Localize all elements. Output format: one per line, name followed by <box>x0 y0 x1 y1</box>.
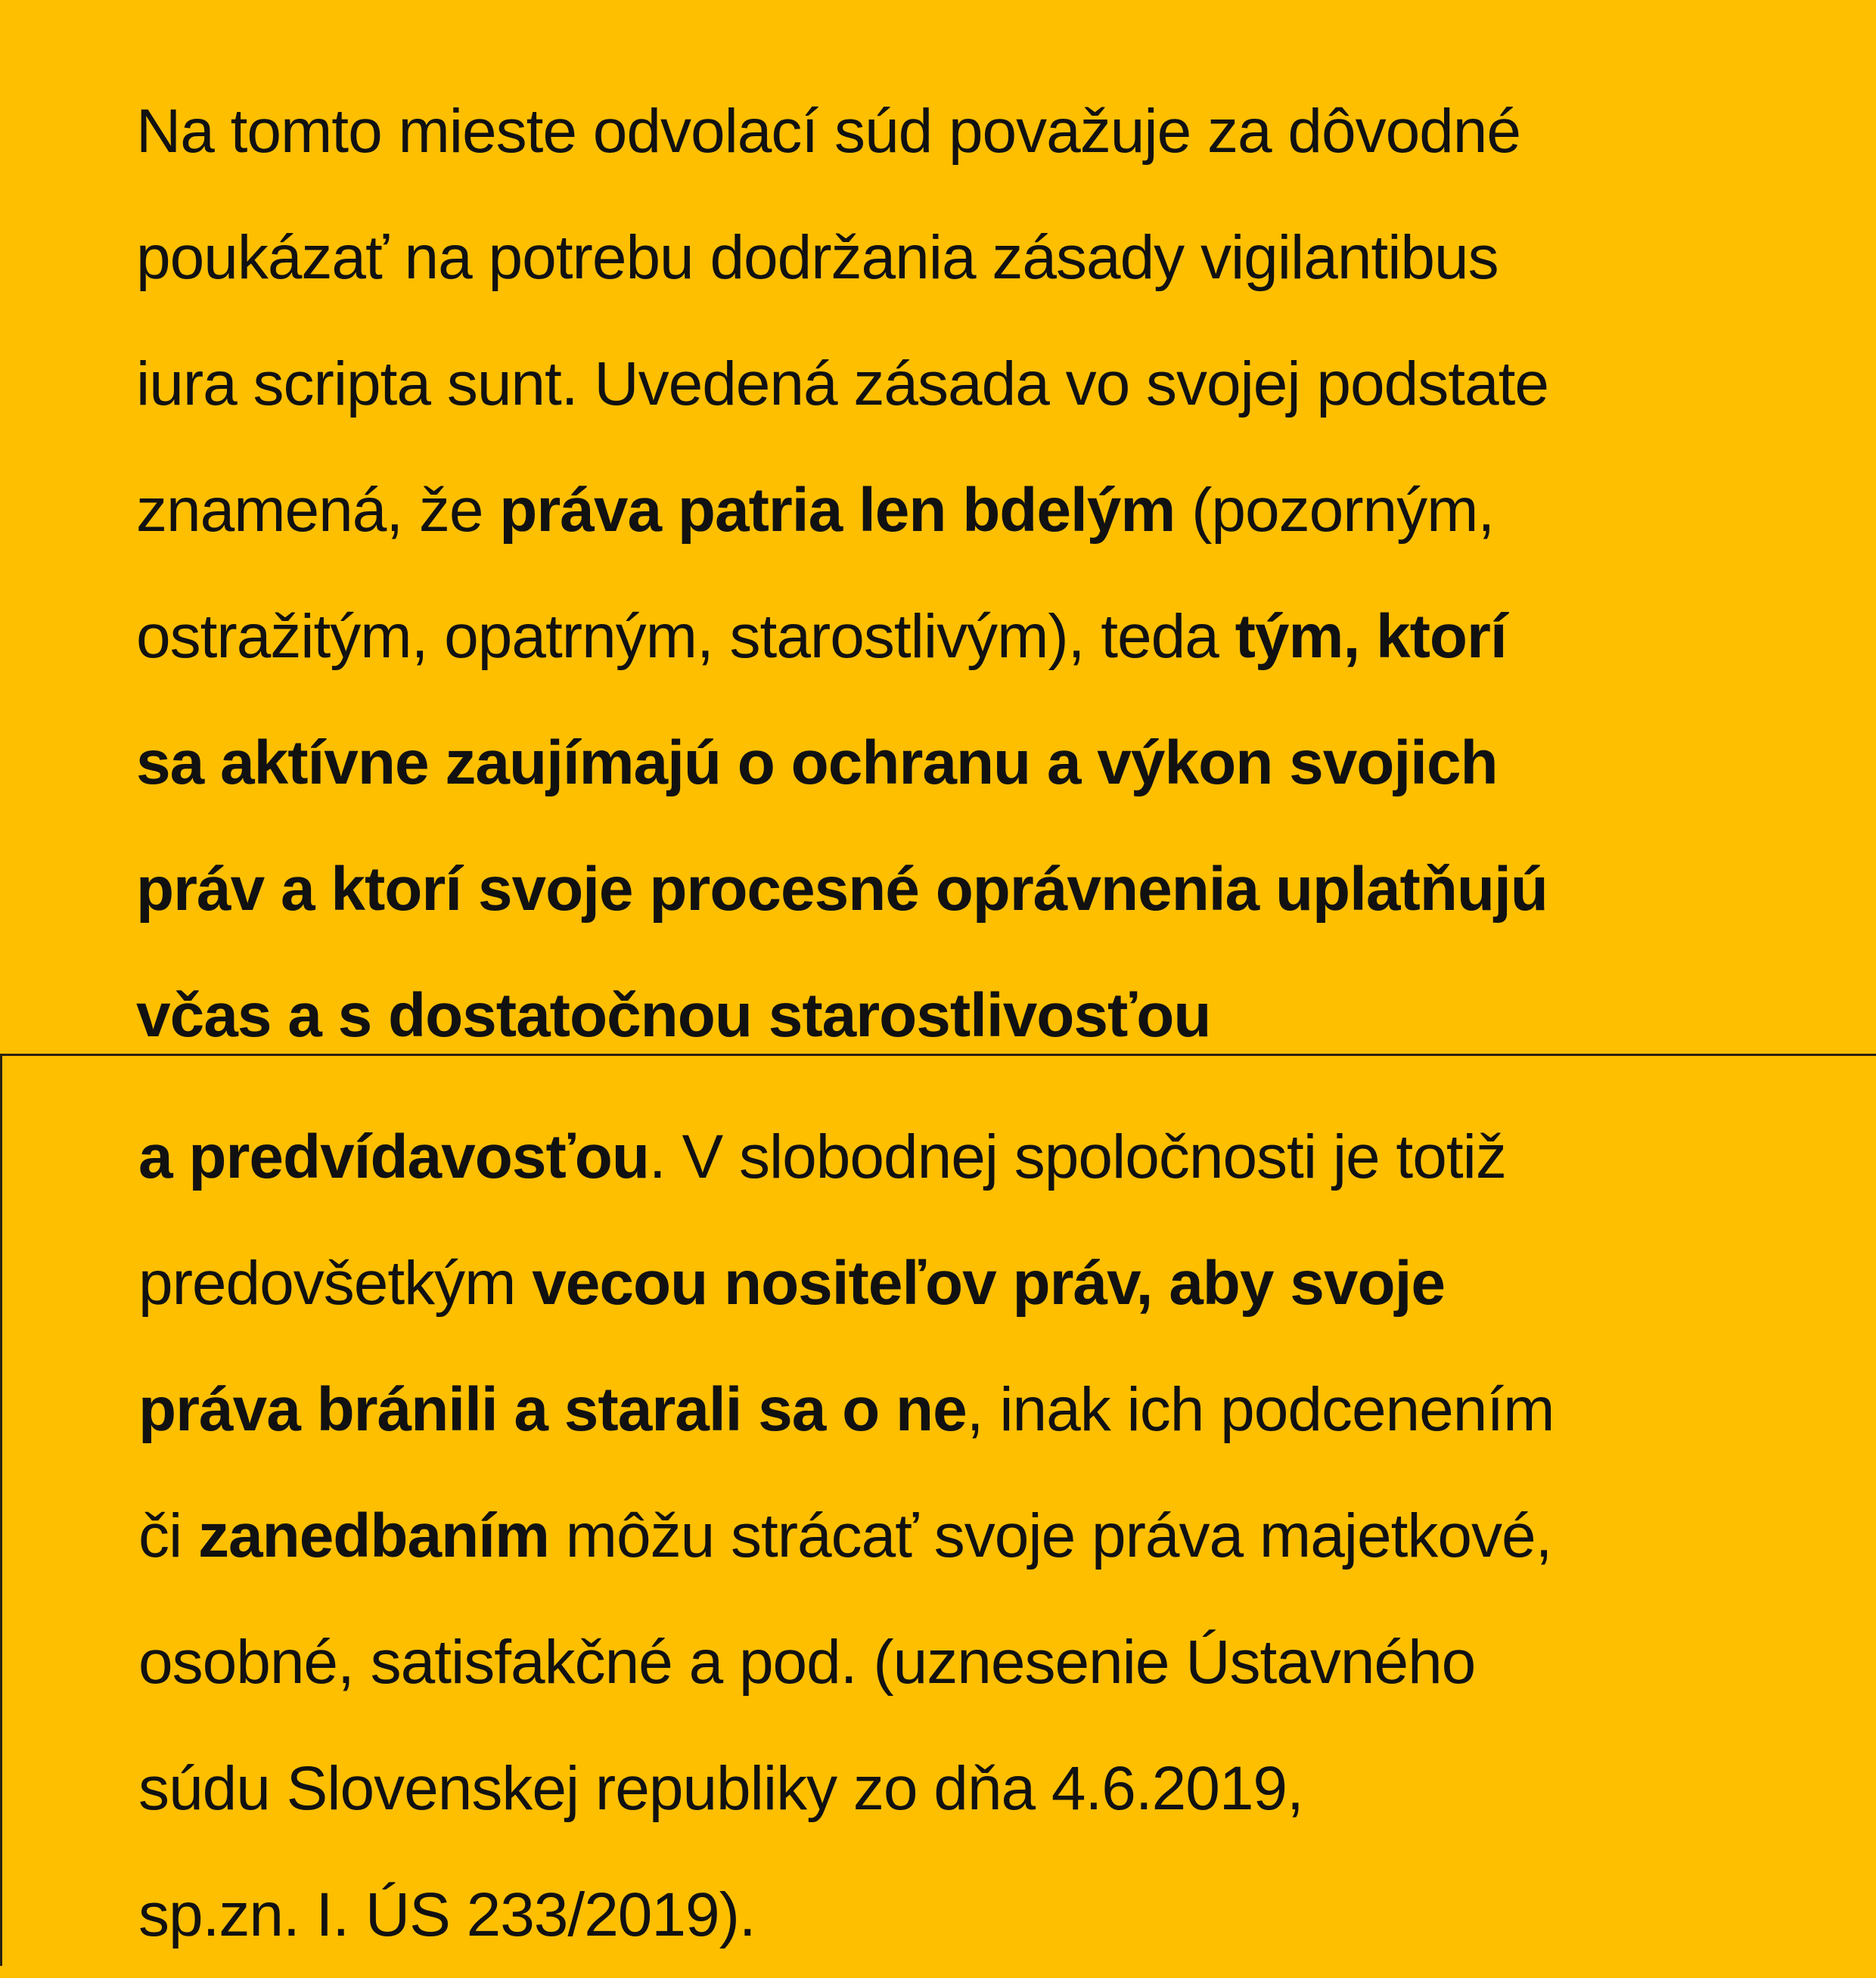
text-segment: ostražitým, opatrným, starostlivým), teda <box>136 602 1235 671</box>
text-segment: súdu Slovenskej republiky zo dňa 4.6.2019, <box>138 1754 1303 1823</box>
text-line <box>136 826 1548 952</box>
text-segment: znamená, že <box>136 476 500 545</box>
text-segment: či <box>138 1501 198 1570</box>
text-segment: (pozorným, <box>1175 476 1495 545</box>
bold-text-segment: práv a ktorí svoje procesné oprávnenia uplatňujú <box>136 855 1548 924</box>
text-line <box>138 1725 1554 1852</box>
text-panel-bottom <box>0 1054 1876 1966</box>
text-line <box>138 1346 1554 1473</box>
text-line <box>136 68 1548 194</box>
text-segment: osobné, satisfakčné a pod. (uznesenie Ústavného <box>138 1628 1476 1697</box>
text-line <box>136 194 1548 321</box>
text-line <box>136 573 1548 700</box>
bold-text-segment: sa aktívne zaujímajú o ochranu a výkon svojich <box>136 728 1498 797</box>
bold-text-segment: a predvídavosťou <box>138 1123 649 1191</box>
text-segment: sp.zn. I. ÚS 233/2019). <box>138 1880 756 1949</box>
text-line <box>136 321 1548 447</box>
text-segment: poukázať na potrebu dodržania zásady vigilantibus <box>136 223 1499 292</box>
text-segment: môžu strácať svoje práva majetkové, <box>548 1501 1552 1570</box>
text-line <box>138 1473 1554 1599</box>
bold-text-segment: tým, ktorí <box>1235 602 1507 671</box>
text-segment: iura scripta sunt. Uvedená zásada vo svojej podstate <box>136 349 1548 418</box>
text-line <box>138 1094 1554 1220</box>
bold-text-segment: zanedbaním <box>198 1501 549 1570</box>
text-segment: . V slobodnej spoločnosti je totiž <box>648 1123 1506 1191</box>
paragraph-part-2 <box>138 1094 1554 1978</box>
bold-text-segment: včas a s dostatočnou starostlivosťou <box>136 981 1211 1050</box>
text-segment: , inak ich podcenením <box>966 1375 1555 1444</box>
text-line <box>138 1599 1554 1725</box>
bold-text-segment: práva patria len bdelým <box>499 476 1176 545</box>
text-line <box>136 447 1548 573</box>
text-line <box>138 1220 1554 1346</box>
text-segment: Na tomto mieste odvolací súd považuje za dôvodné <box>136 97 1520 166</box>
text-line <box>136 700 1548 826</box>
bold-text-segment: práva bránili a starali sa o ne <box>138 1375 967 1444</box>
text-line <box>138 1852 1554 1978</box>
text-segment: predovšetkým <box>138 1249 533 1318</box>
paragraph-part-1 <box>136 68 1548 1079</box>
bold-text-segment: vecou nositeľov práv, aby svoje <box>532 1249 1445 1318</box>
